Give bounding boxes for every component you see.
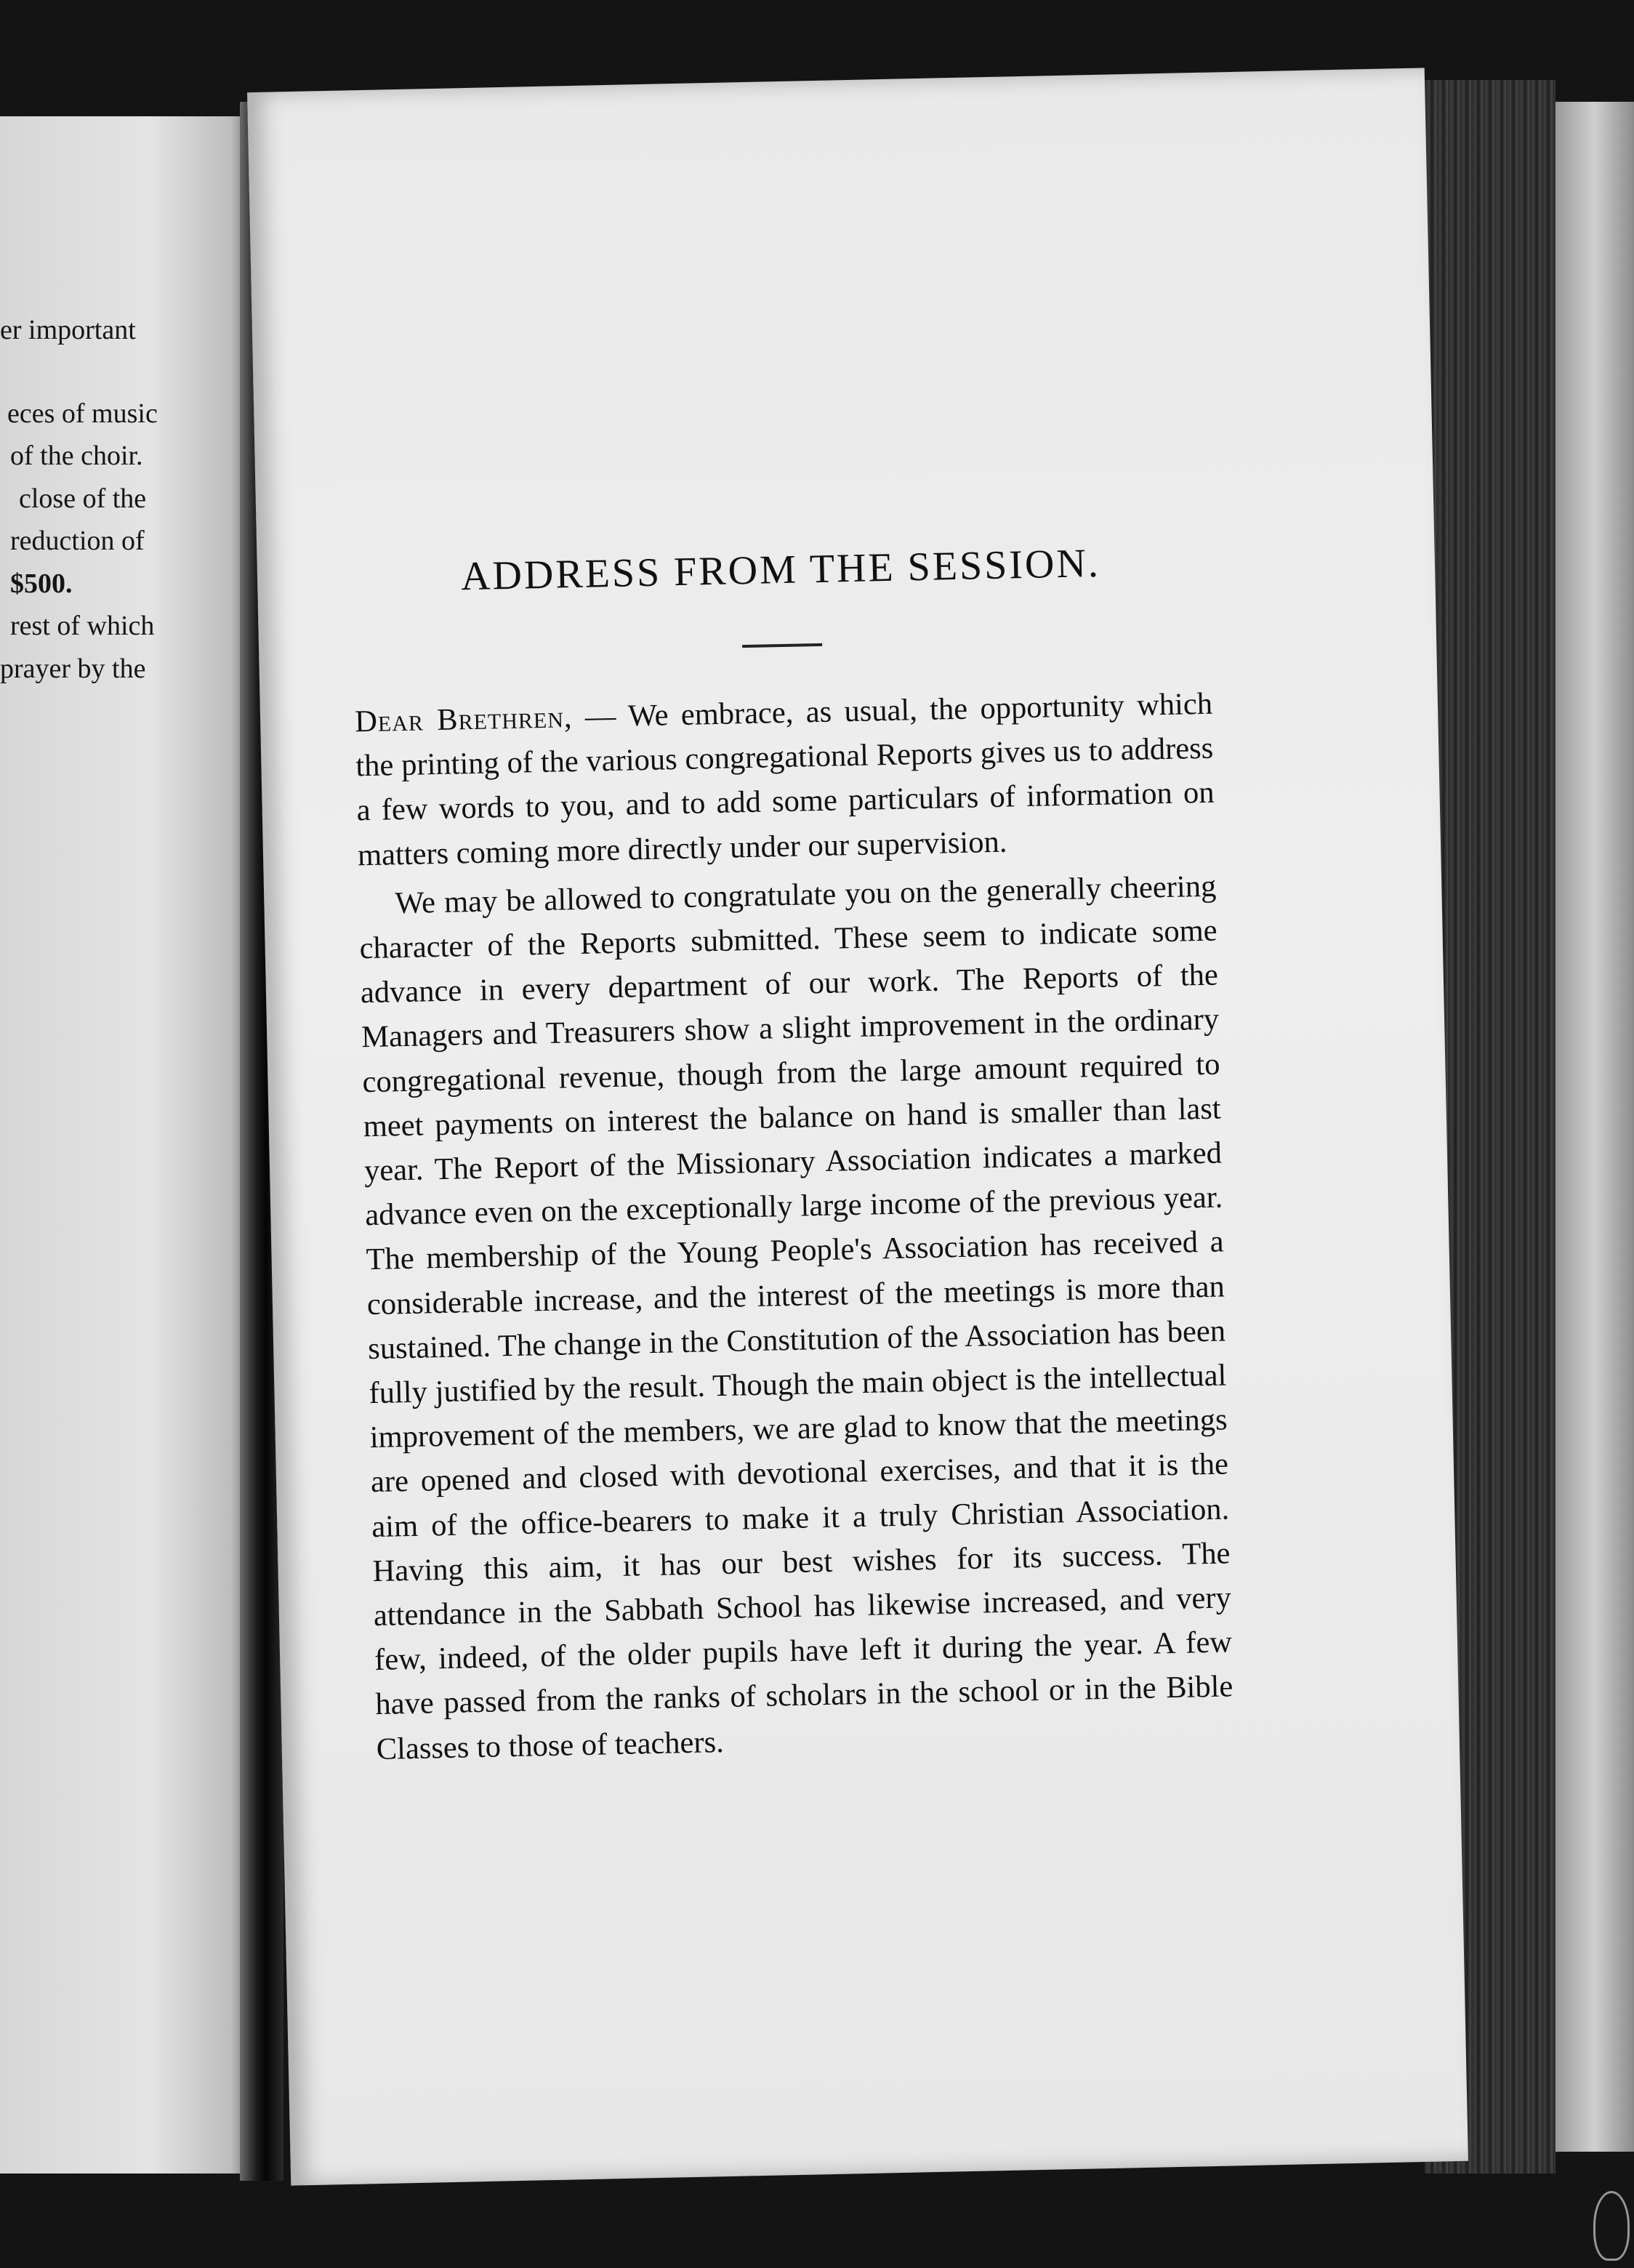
body-text xyxy=(355,682,1235,1772)
right-page xyxy=(247,68,1468,2185)
left-line: of the choir. xyxy=(10,441,143,471)
left-line: er important xyxy=(0,315,136,345)
left-gap xyxy=(0,352,182,393)
corner-mark xyxy=(1593,2191,1630,2261)
left-page xyxy=(0,116,251,2174)
page-title: ADDRESS FROM THE SESSION. xyxy=(460,540,1101,600)
left-line: prayer by the xyxy=(0,653,146,684)
left-line: $500. xyxy=(10,568,73,599)
left-line: eces of music xyxy=(7,398,158,429)
left-line: close of the xyxy=(19,483,147,514)
back-cover-edge xyxy=(1555,102,1634,2152)
paragraph: Dear Brethren, — We embrace, as usual, the opportunity which the printing of the various congregational Reports gives us to address a few words to you, and to add some particulars of information on matters coming more directly under our supervision. xyxy=(354,686,1215,872)
paragraph: We may be allowed to congratulate you on the generally cheering character of the Reports submitted. These seem to indicate some advance in every department of our work. The Reports of the Managers and Treasurers show a slight improvement in the ordinary congregational revenue, though from the large amount required to meet payments on interest the balance on hand is smaller than last year. The Report of the Missionary Association indicates a marked advance even on the exceptionally large income of the previous year. The membership of the Young People's Association has received a considerable increase, and the interest of the meetings is more than sustained. The change in the Constitution of the Association has been fully justified by the result. Though the main object is the intellectual improvement of the members, we are glad to know that the meetings are opened and closed with devotional exercises, and that it is the aim of the office-bearers to make it a truly Christian Association. Having this aim, it has our best wishes for its success. The attendance in the Sabbath School has likewise increased, and very few, indeed, of the older pupils have left it during the year. A few have passed from the ranks of scholars in the school or in the Bible Classes to those of teachers. xyxy=(359,869,1233,1766)
salutation: Dear Brethren, xyxy=(354,700,573,739)
left-page-text xyxy=(0,309,240,690)
page-content xyxy=(351,538,1234,1772)
title-rule xyxy=(742,643,822,648)
left-line: reduction of xyxy=(10,526,145,556)
paragraph-text: We embrace, as usual, the opportunity which the printing of the various congregational Reports gives us to address a few words to you, and to add some particulars of information on matters coming more directly under our supervision. xyxy=(355,686,1215,872)
left-line: rest of which xyxy=(10,611,155,641)
